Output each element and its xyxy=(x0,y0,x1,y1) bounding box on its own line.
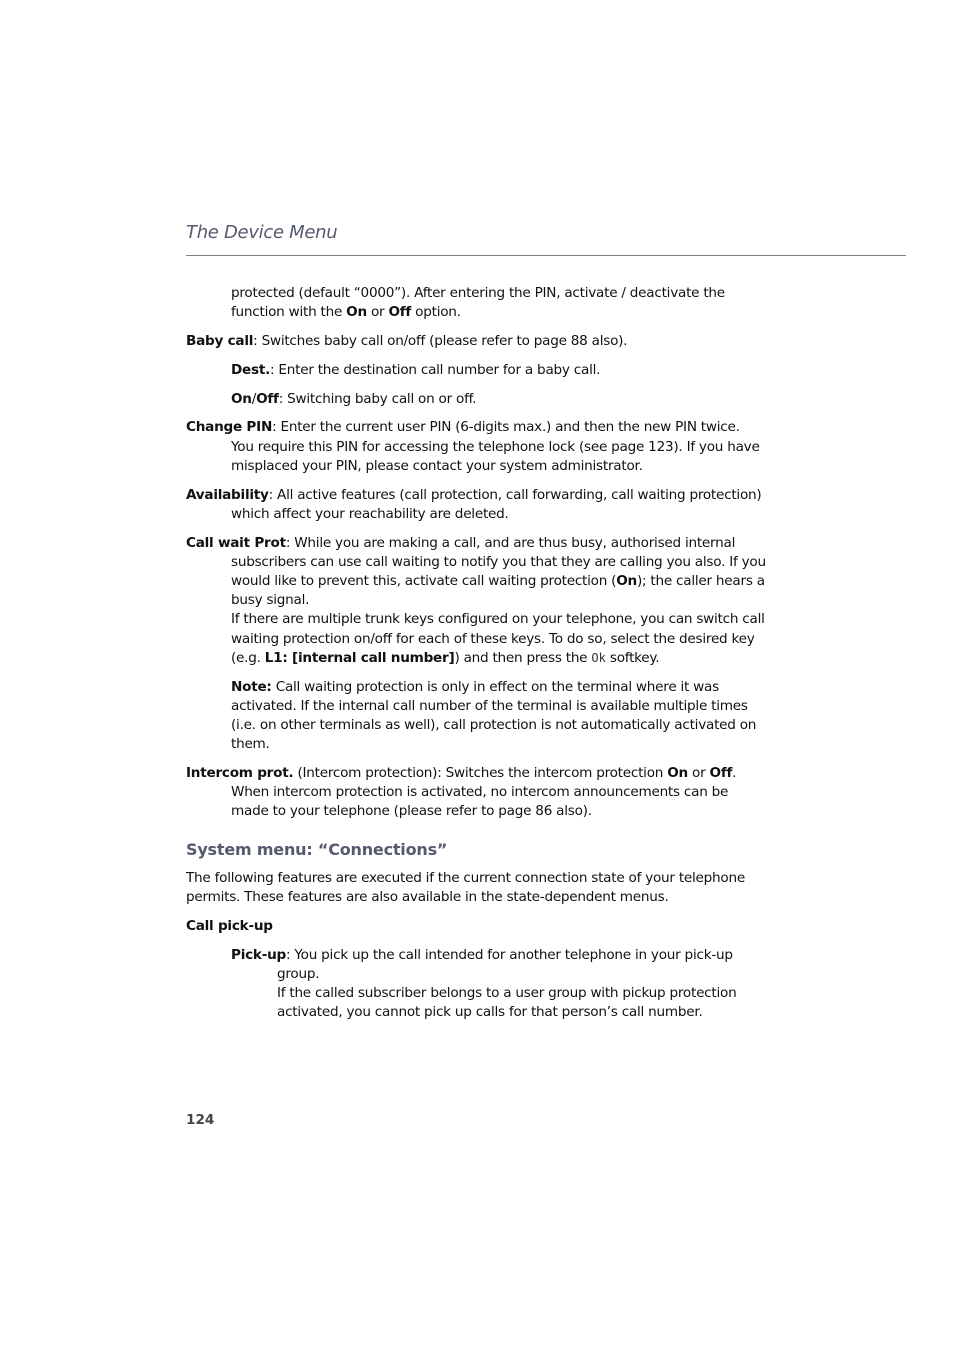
page-number: 124 xyxy=(186,1112,215,1128)
pick-up-entry: Pick-up: You pick up the call intended for another telephone in your pick-up group. If the called subscriber belongs to a user group with pickup protection activated, you cannot pick up calls for that person’s call number. xyxy=(231,946,737,1021)
baby-call-label: Baby call xyxy=(186,333,254,349)
intercom-prot-label: Intercom prot. xyxy=(186,765,294,782)
change-pin-label: Change PIN xyxy=(186,419,273,436)
call-pickup-subheading: Call pick-up xyxy=(186,917,273,934)
document-body xyxy=(186,284,766,1032)
dest-entry: Dest.: Enter the destination call number for a baby call. xyxy=(231,361,601,378)
trunk-key-example: L1: [internal call number] xyxy=(264,649,455,666)
note-paragraph: Note: Call waiting protection is only in effect on the terminal where it was activated. If the internal call number of the terminal is available multiple times (i.e. on other terminals as well), call protection is not automatically activated on them. xyxy=(231,678,757,753)
availability-entry: Availability: All active features (call protection, call forwarding, call waiting protection) which affect your reachability are deleted. xyxy=(186,486,762,522)
availability-label: Availability xyxy=(186,486,269,503)
page-header xyxy=(186,222,906,243)
intercom-prot-entry: Intercom prot. (Intercom protection): Switches the intercom protection On or Off. When intercom protection is activated, no intercom announcements can be made to your telephone (please refer to page 86 also). xyxy=(186,765,737,820)
call-wait-prot-label: Call wait Prot xyxy=(186,534,286,551)
dest-label: Dest. xyxy=(231,361,271,378)
section-intro: The following features are executed if the current connection state of your telephone permits. These features are also available in the state-dependent menus. xyxy=(186,869,745,906)
header-divider xyxy=(186,255,906,256)
pick-up-label: Pick-up xyxy=(231,946,287,963)
call-wait-prot-entry: Call wait Prot: While you are making a call, and are thus busy, authorised internal subscribers can use call waiting to notify you that they are calling you also. If you would like to prevent this, activate call waiting protection (On); the caller hears a busy signal. If there are multiple trunk keys configured on your telephone, you can switch call waiting protection on/off for each of these keys. To do so, select the desired key (e.g. L1: [internal call number]) and then press the Ok softkey. xyxy=(186,534,766,666)
section-heading: System menu: “Connections” xyxy=(186,839,448,859)
change-pin-entry: Change PIN: Enter the current user PIN (6-digits max.) and then the new PIN twice. You require this PIN for accessing the telephone lock (see page 123). If you have misplaced your PIN, please contact your system administrator. xyxy=(186,419,760,474)
ok-softkey-label: Ok xyxy=(591,650,606,665)
baby-call-entry: Baby call: Switches baby call on/off (please refer to page 88 also). xyxy=(186,333,628,349)
pin-continuation-paragraph: protected (default “0000”). After entering the PIN, activate / deactivate the function with the On or Off option. xyxy=(231,285,725,321)
on-off-entry: On/Off: Switching baby call on or off. xyxy=(231,390,477,407)
page-title: The Device Menu xyxy=(186,222,338,243)
note-label: Note: xyxy=(231,678,272,695)
